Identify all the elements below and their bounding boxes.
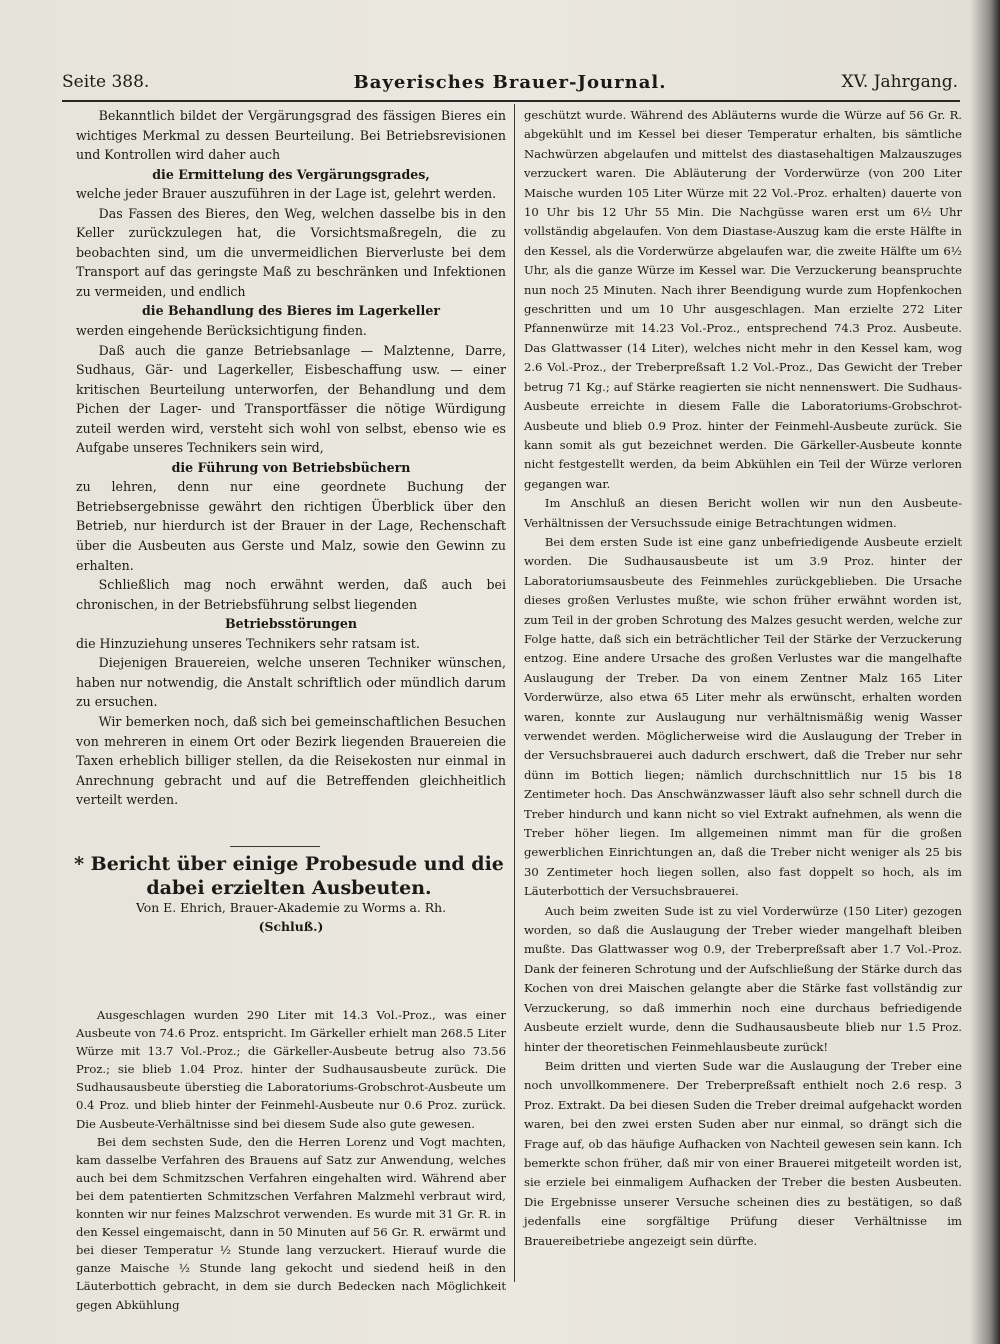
- article-status: (Schluß.): [258, 919, 324, 934]
- paragraph: Auch beim zweiten Sude ist zu viel Vorderwürze (150 Liter) gezogen worden, so daß die Auslaugung der Treber wieder mangelhaft bleiben mußte. Das Glattwasser wog 0.9, der Treberpreßsaft aber 1.7 Vol.-Proz. Dank der feineren Schrotung und der Aufschließung der Stärke durch das Kochen von drei Maischen gelangte aber die Stärke fast vollständig zur Verzuckerung, so daß immerhin noch eine durchaus befriedigende Ausbeute erzielt wurde, denn die Sudhausausbeute blieb nur 1.5 Proz. hinter der theoretischen Feinmehlausbeute zurück!: [524, 903, 962, 1054]
- paragraph: Wir bemerken noch, daß sich bei gemeinschaftlichen Besuchen von mehreren in einem Ort oder Bezirk liegenden Brauereien die Taxen erheblich billiger stellen, da die Reisekosten nur einmal in Anrechnung gebracht und auf die Betreffenden gleichheitlich verteilt werden.: [76, 713, 506, 808]
- journal-title: Bayerisches Brauer-Journal.: [353, 72, 667, 93]
- page-header: [62, 72, 958, 100]
- section-heading: die Behandlung des Bieres im Lagerkeller: [142, 303, 440, 319]
- paragraph: Bekanntlich bildet der Vergärungsgrad des fässigen Bieres ein wichtiges Merkmal zu dessen Beurteilung. Bei Betriebsrevisionen und Kontrollen wird daher auch: [76, 108, 506, 163]
- article-title: * Bericht über einige Probesude und die dabei erzielten Ausbeuten.: [74, 853, 504, 899]
- paragraph: Bei dem ersten Sude ist eine ganz unbefriedigende Ausbeute erzielt worden. Die Sudhausausbeute ist um 3.9 Proz. hinter der Laboratoriumsausbeute des Feinmehles zurückgeblieben. Die Ursache dieses großen Verlustes mußte, wie schon früher erwähnt worden ist, zum Teil in der groben Schrotung des Malzes gesucht werden, welche zur Folge hatte, daß sich ein beträchtlicher Teil der Stärke der Verzuckerung entzog. Eine andere Ursache des großen Verlustes war die mangelhafte Auslaugung der Treber. Da von einem Zentner Malz 165 Liter Vorderwürze, also etwa 65 Liter mehr als erwünscht, erhalten worden waren, konnte zur Auslaugung nur verhältnismäßig wenig Wasser verwendet werden. Möglicherweise wird die Auslaugung der Treber in der Versuchsbrauerei auch dadurch erschwert, daß die Treber nur sehr dünn im Bottich liegen; nämlich durchschnittlich nur 15 bis 18 Zentimeter hoch. Das Anschwänzwasser läuft also sehr schnell durch die Treber hindurch und kann nicht so viel Extrakt aufnehmen, als wenn die Treber höher liegen. Im allgemeinen nimmt man für die großen gewerblichen Einrichtungen an, daß die Treber nicht weniger als 25 bis 30 Zentimeter hoch liegen sollen, also fast doppelt so hoch, als im Läuterbottich der Versuchsbrauerei.: [524, 534, 962, 899]
- paragraph: Diejenigen Brauereien, welche unseren Techniker wünschen, haben nur notwendig, die Anstalt schriftlich oder mündlich darum zu ersuchen.: [76, 655, 506, 710]
- paragraph: zu lehren, denn nur eine geordnete Buchung der Betriebsergebnisse gewährt den richtigen Überblick über den Betrieb, nur hierdurch ist der Brauer in der Lage, Rechenschaft über die Ausbeuten aus Gerste und Malz, sowie den Gewinn zu erhalten.: [76, 479, 506, 573]
- article-byline: [76, 898, 506, 936]
- paragraph: Daß auch die ganze Betriebsanlage — Malztenne, Darre, Sudhaus, Gär- und Lagerkeller, Eisbeschaffung usw. — einer kritischen Beurteilung unterworfen, der Behandlung und dem Pichen der Lager- und Transportfässer die nötige Würdigung zuteil werden wird, versteht sich wohl von selbst, ebenso wie es Aufgabe unseres Technikers sein wird,: [76, 342, 506, 456]
- section-heading: die Ermittelung des Vergärungsgrades,: [152, 166, 430, 182]
- header-rule: [62, 100, 960, 102]
- paragraph: Ausgeschlagen wurden 290 Liter mit 14.3 Vol.-Proz., was einer Ausbeute von 74.6 Proz. entspricht. Im Gärkeller erhielt man 268.5 Liter Würze mit 13.7 Vol.-Proz.; die Gärkeller-Ausbeute betrug also 73.56 Proz.; sie blieb 1.04 Proz. hinter der Sudhausausbeute zurück. Die Sudhausausbeute überstieg die Laboratoriums-Grobschrot-Ausbeute um 0.4 Proz. und blieb hinter der Feinmehl-Ausbeute nur 0.6 Proz. zurück. Die Ausbeute-Verhältnisse sind bei diesem Sude also gute gewesen.: [76, 1008, 506, 1131]
- paragraph: werden eingehende Berücksichtigung finden.: [76, 323, 367, 339]
- paragraph: Bei dem sechsten Sude, den die Herren Lorenz und Vogt machten, kam dasselbe Verfahren des Brauens auf Satz zur Anwendung, welches auch bei dem Schmitzschen Verfahren eingehalten wird. Während aber bei dem patentierten Schmitzschen Verfahren Malzmehl verbraut wird, konnten wir nur feines Malzschrot verwenden. Es wurde mit 31 Gr. R. in den Kessel eingemaischt, dann in 50 Minuten auf 56 Gr. R. erwärmt und bei dieser Temperatur ½ Stunde lang verzuckert. Hierauf wurde die ganze Maische ½ Stunde lang gekocht und siedend heiß in den Läuterbottich gebracht, in dem sie durch Bedecken nach Möglichkeit gegen Abkühlung: [76, 1134, 506, 1312]
- paragraph: Beim dritten und vierten Sude war die Auslaugung der Treber eine noch unvollkommenere. Der Treberpreßsaft enthielt noch 2.6 resp. 3 Proz. Extrakt. Da bei diesen Suden die Treber dreimal aufgehackt worden waren, bei den zwei ersten Suden aber nur einmal, so drängt sich die Frage auf, ob das häufige Aufhacken von Nachteil gewesen sein kann. Ich bemerkte schon früher, daß mir von einer Brauerei mitgeteilt worden ist, sie erziele bei einmaligem Aufhacken der Treber die besten Ausbeuten. Die Ergebnisse unserer Versuche scheinen dies zu bestätigen, so daß jedenfalls eine sorgfältige Prüfung dieser Verhältnisse im Brauereibetriebe angezeigt sein dürfte.: [524, 1058, 962, 1248]
- right-column: [524, 106, 962, 1251]
- paragraph: die Hinzuziehung unseres Technikers sehr ratsam ist.: [76, 635, 420, 651]
- page-number: Seite 388.: [62, 72, 150, 92]
- article-author: Von E. Ehrich, Brauer-Akademie zu Worms a. Rh.: [135, 900, 447, 915]
- section-heading: Betriebsstörungen: [224, 616, 358, 632]
- article-separator: [230, 846, 320, 847]
- paragraph: welche jeder Brauer auszuführen in der Lage ist, gelehrt werden.: [76, 186, 497, 202]
- article-body-left: [76, 1006, 506, 1314]
- column-divider: [514, 104, 515, 1282]
- left-column: [76, 106, 506, 810]
- volume-label: XV. Jahrgang.: [841, 72, 958, 92]
- paragraph: Das Fassen des Bieres, den Weg, welchen dasselbe bis in den Keller zurückzulegen hat, die Vorsichtsmaßregeln, die zu beobachten sind, um die unvermeidlichen Bierverluste bei dem Transport auf das geringste Maß zu beschränken und Infektionen zu vermeiden, und endlich: [76, 205, 506, 299]
- section-heading: die Führung von Betriebsbüchern: [171, 459, 411, 475]
- paragraph: Schließlich mag noch erwähnt werden, daß auch bei chronischen, in der Betriebsführung selbst liegenden: [76, 577, 506, 612]
- paragraph: geschützt wurde. Während des Abläuterns wurde die Würze auf 56 Gr. R. abgekühlt und im Kessel bei dieser Temperatur erhalten, bis sämtliche Nachwürzen abgelaufen und mittelst des diastasehaltigen Malzauszuges verzuckert waren. Die Abläuterung der Vorderwürze (von 200 Liter Maische wurden 105 Liter Würze mit 22 Vol.-Proz. erhalten) dauerte von 10 Uhr bis 12 Uhr 55 Min. Die Nachgüsse waren erst um 6½ Uhr vollständig abgelaufen. Von dem Diastase-Auszug kam die erste Hälfte in den Kessel, als die Vorderwürze abgelaufen war, die zweite Hälfte um 6½ Uhr, als die ganze Würze im Kessel war. Die Verzuckerung beanspruchte nun noch 25 Minuten. Nach ihrer Beendigung wurde zum Hopfenkochen geschritten und um 10 Uhr ausgeschlagen. Man erzielte 272 Liter Pfannenwürze mit 14.23 Vol.-Proz., entsprechend 74.3 Proz. Ausbeute. Das Glattwasser (14 Liter), welches nicht mehr in den Kessel kam, wog 2.6 Vol.-Proz., der Treberpreßsaft 1.2 Vol.-Proz., Das Gewicht der Treber betrug 71 Kg.; auf Stärke reagierten sie nicht nennenswert. Die Sudhaus-Ausbeute erreichte in diesem Falle die Laboratoriums-Grobschrot-Ausbeute und blieb 0.9 Proz. hinter der Feinmehl-Ausbeute zurück. Sie kann somit als gut bezeichnet werden. Die Gärkeller-Ausbeute konnte nicht festgestellt werden, da beim Abkühlen ein Teil der Würze verloren gegangen war.: [524, 108, 962, 491]
- paragraph: Im Anschluß an diesen Bericht wollen wir nun den Ausbeute-Verhältnissen der Versuchssude einige Betrachtungen widmen.: [524, 496, 962, 530]
